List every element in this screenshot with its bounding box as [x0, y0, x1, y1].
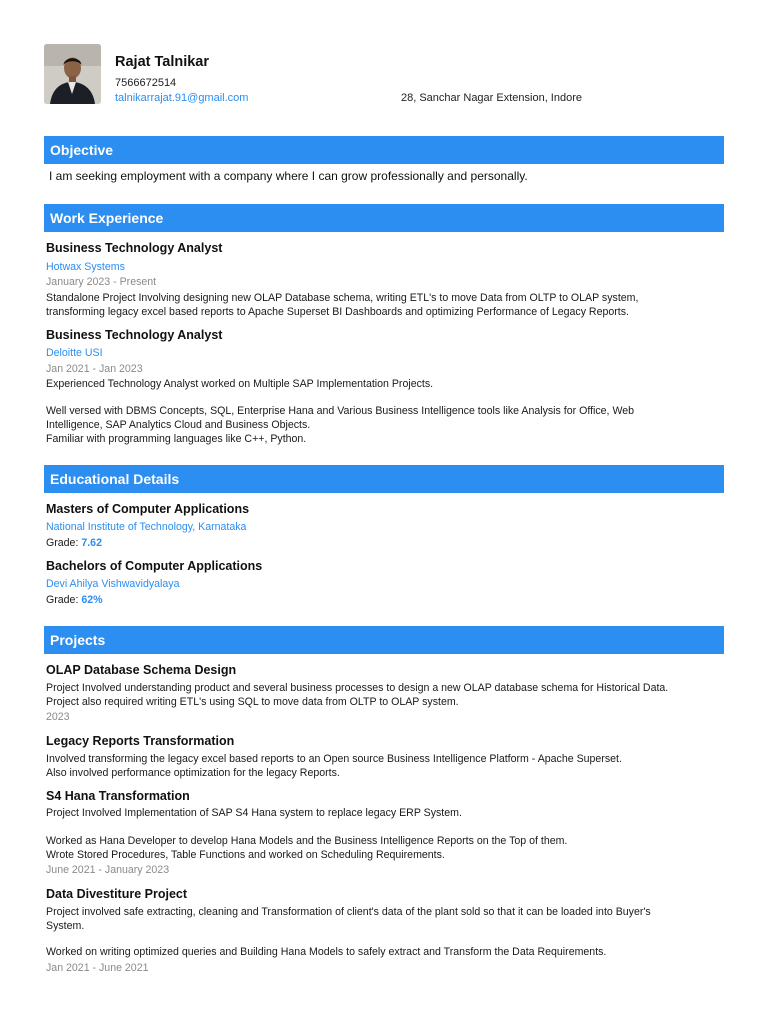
project-description-line: System. — [46, 920, 85, 932]
project-description-line: Worked as Hana Developer to develop Hana Models and the Business Intelligence Reports on the Top of them. — [46, 835, 568, 847]
project-title: S4 Hana Transformation — [46, 789, 190, 803]
project-description-line: Project Involved Implementation of SAP S4 Hana system to replace legacy ERP System. — [46, 807, 462, 819]
job-company: Deloitte USI — [46, 347, 103, 359]
degree-title: Masters of Computer Applications — [46, 502, 250, 516]
profile-photo — [44, 44, 101, 104]
grade-line — [46, 537, 102, 551]
email-link[interactable]: talnikarrajat.91@gmail.com — [115, 92, 249, 104]
section-heading-objective: Objective — [44, 136, 724, 164]
project-description-line: Also involved performance optimization for the legacy Reports. — [46, 767, 340, 779]
project-date: June 2021 - January 2023 — [46, 864, 170, 876]
degree-title: Bachelors of Computer Applications — [46, 559, 263, 573]
person-icon — [44, 44, 101, 104]
address: 28, Sanchar Nagar Extension, Indore — [401, 92, 583, 104]
grade-label: Grade: — [46, 594, 79, 606]
project-description-line: Project also required writing ETL's using SQL to move data from OLTP to OLAP system. — [46, 696, 459, 708]
job-dates: January 2023 - Present — [46, 276, 157, 288]
objective-text: I am seeking employment with a company where I can grow professionally and personally. — [49, 169, 528, 183]
project-description-line: Project Involved understanding product and several business processes to design a new OLAP database schema for Historical Data. — [46, 682, 669, 694]
job-dates: Jan 2021 - Jan 2023 — [46, 363, 143, 375]
project-date: Jan 2021 - June 2021 — [46, 962, 149, 974]
job-description-line: Familiar with programming languages like C++, Python. — [46, 433, 307, 445]
job-description-line: Well versed with DBMS Concepts, SQL, Enterprise Hana and Various Business Intelligence tools like Analysis for Office, Web — [46, 405, 635, 417]
job-description-line: Experienced Technology Analyst worked on Multiple SAP Implementation Projects. — [46, 378, 434, 390]
section-heading-education: Educational Details — [44, 465, 724, 493]
project-description-line: Wrote Stored Procedures, Table Functions and worked on Scheduling Requirements. — [46, 849, 445, 861]
job-description-line: transforming legacy excel based reports to Apache Superset BI Dashboards and optimizing Performance of Legacy Reports. — [46, 306, 629, 318]
project-date: 2023 — [46, 711, 70, 723]
grade-line — [46, 594, 103, 608]
grade-value: 62% — [81, 594, 103, 606]
section-heading-work-experience: Work Experience — [44, 204, 724, 232]
job-company: Hotwax Systems — [46, 261, 125, 273]
school-name: National Institute of Technology, Karnataka — [46, 521, 247, 533]
section-heading-projects: Projects — [44, 626, 724, 654]
job-description-line: Intelligence, SAP Analytics Cloud and Business Objects. — [46, 419, 311, 431]
project-title: OLAP Database Schema Design — [46, 663, 237, 677]
grade-value: 7.62 — [81, 537, 102, 549]
job-description-line: Standalone Project Involving designing new OLAP Database schema, writing ETL's to move Data from OLTP to OLAP system, — [46, 292, 639, 304]
project-title: Data Divestiture Project — [46, 887, 188, 901]
project-description-line: Project involved safe extracting, cleaning and Transformation of client's data of the plant sold so that it can be loaded into Buyer's — [46, 906, 651, 918]
resume-header — [44, 44, 724, 106]
project-description-line: Involved transforming the legacy excel based reports to an Open source Business Intelligence Platform - Apache Superset. — [46, 753, 622, 765]
job-title: Business Technology Analyst — [46, 241, 223, 255]
job-title: Business Technology Analyst — [46, 328, 223, 342]
project-description-line: Worked on writing optimized queries and Building Hana Models to safely extract and Transform the Data Requirements. — [46, 946, 607, 958]
school-name: Devi Ahilya Vishwavidyalaya — [46, 578, 180, 590]
grade-label: Grade: — [46, 537, 79, 549]
phone-number: 7566672514 — [115, 77, 177, 89]
candidate-name: Rajat Talnikar — [115, 54, 210, 70]
project-title: Legacy Reports Transformation — [46, 734, 235, 748]
